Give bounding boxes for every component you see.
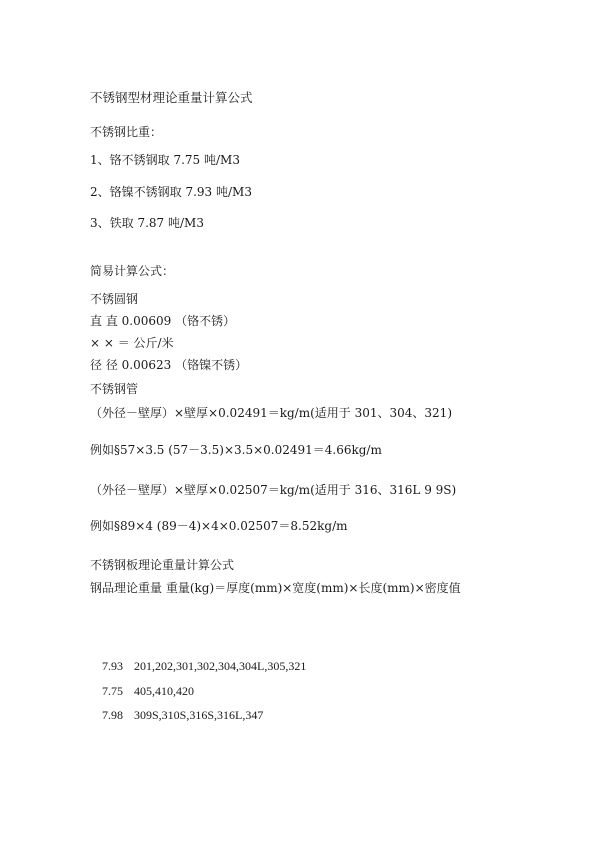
pipe-example-2: 例如§89×4 (89－4)×4×0.02507＝8.52kg/m bbox=[90, 519, 348, 533]
pipe-heading: 不锈钢管 bbox=[90, 382, 139, 396]
density-item-iron: 3、铁取 7.87 吨/M3 bbox=[90, 216, 204, 230]
round-bar-line-3: 径 径 0.00623 （铬镍不锈） bbox=[90, 358, 248, 372]
plate-heading: 不锈钢板理论重量计算公式 bbox=[90, 558, 235, 572]
round-bar-heading: 不锈圆钢 bbox=[90, 292, 139, 306]
density-heading: 不锈钢比重： bbox=[90, 125, 163, 139]
document-title: 不锈钢型材理论重量计算公式 bbox=[90, 90, 253, 105]
density-item-chrome-nickel: 2、铬镍不锈钢取 7.93 吨/M3 bbox=[90, 185, 252, 199]
grade-list: 309S,310S,316S,316L,347 bbox=[134, 708, 264, 722]
grade-list: 405,410,420 bbox=[134, 684, 194, 698]
simple-formula-heading: 简易计算公式： bbox=[90, 264, 175, 278]
plate-formula: 钢品理论重量 重量(kg)＝厚度(mm)×宽度(mm)×长度(mm)×密度值 bbox=[90, 581, 461, 595]
grade-row bbox=[90, 691, 263, 739]
pipe-formula-1: （外径－壁厚）×壁厚×0.02491＝kg/m(适用于 301、304、321) bbox=[90, 406, 452, 420]
grade-list: 201,202,301,302,304,304L,305,321 bbox=[134, 659, 307, 673]
density-item-chrome: 1、铬不锈钢取 7.75 吨/M3 bbox=[90, 153, 240, 167]
round-bar-line-1: 直 直 0.00609 （铬不锈） bbox=[90, 314, 236, 328]
grade-density: 7.98 bbox=[102, 708, 123, 722]
grade-density: 7.75 bbox=[102, 684, 123, 698]
pipe-formula-2: （外径－壁厚）×壁厚×0.02507＝kg/m(适用于 316、316L 9 9S) bbox=[90, 483, 457, 497]
pipe-example-1: 例如§57×3.5 (57－3.5)×3.5×0.02491＝4.66kg/m bbox=[90, 443, 382, 457]
grade-density: 7.93 bbox=[102, 659, 123, 673]
round-bar-line-2: × × ＝ 公斤/米 bbox=[90, 336, 174, 350]
